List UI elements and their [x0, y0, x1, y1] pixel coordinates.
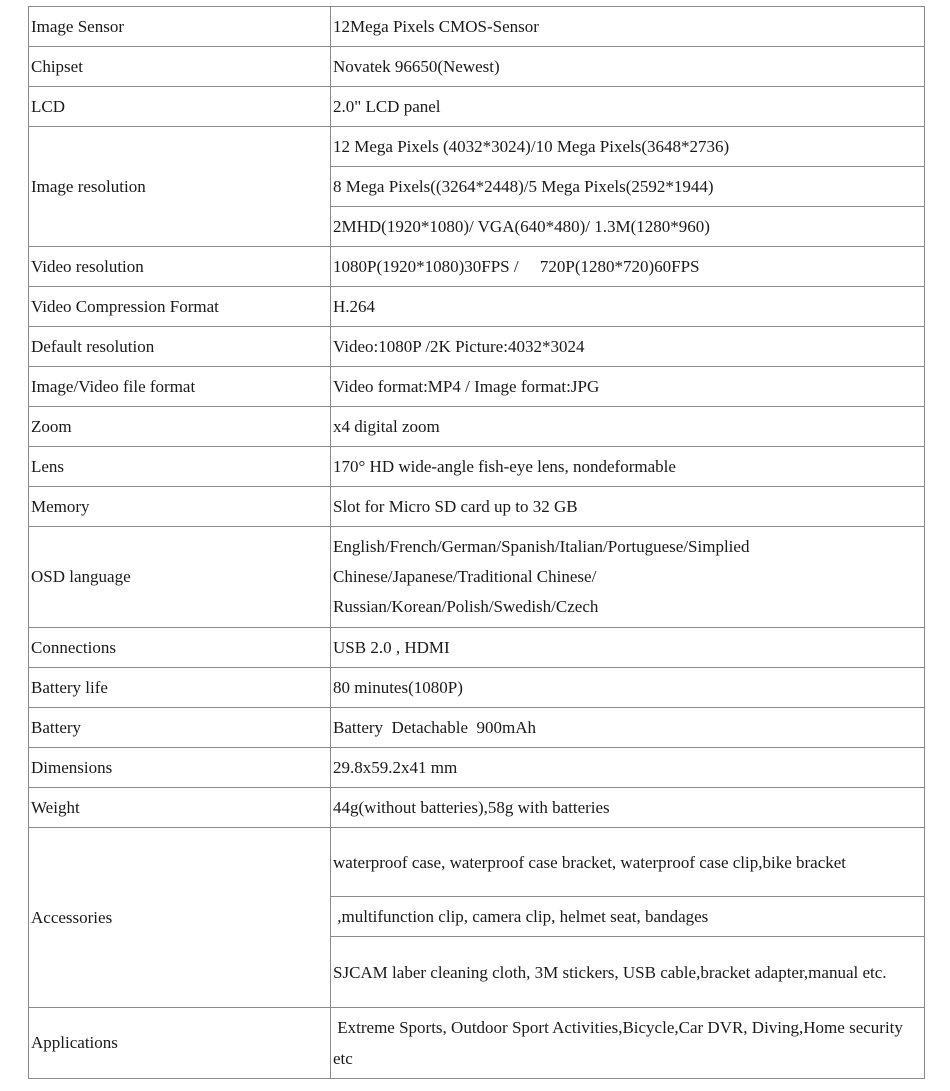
spec-value: Novatek 96650(Newest)	[331, 47, 925, 87]
battery-text: Battery Detachable 900mAh	[333, 717, 536, 737]
spec-row-default-resolution	[29, 327, 925, 367]
spec-label: Image/Video file format	[29, 367, 331, 407]
spec-label: Image resolution	[29, 127, 331, 247]
spec-row-accessories	[29, 828, 925, 897]
spec-label: Dimensions	[29, 748, 331, 788]
spec-row-lens	[29, 447, 925, 487]
spec-value: 44g(without batteries),58g with batteries	[331, 788, 925, 828]
spec-row-weight	[29, 788, 925, 828]
spec-value: 2MHD(1920*1080)/ VGA(640*480)/ 1.3M(1280*960)	[331, 207, 925, 247]
spec-label: Applications	[29, 1008, 331, 1079]
spec-label: Battery life	[29, 668, 331, 708]
spec-value: 80 minutes(1080P)	[331, 668, 925, 708]
spec-value: x4 digital zoom	[331, 407, 925, 447]
spec-row-lcd	[29, 87, 925, 127]
spec-value: USB 2.0 , HDMI	[331, 628, 925, 668]
spec-label: Zoom	[29, 407, 331, 447]
spec-row-zoom	[29, 407, 925, 447]
spec-label: Chipset	[29, 47, 331, 87]
spec-row-image-resolution	[29, 127, 925, 167]
spec-row-video-resolution	[29, 247, 925, 287]
osd-language-line: English/French/German/Spanish/Italian/Portuguese/Simplied	[333, 537, 750, 556]
spec-value	[331, 1008, 925, 1079]
spec-value: SJCAM laber cleaning cloth, 3M stickers, USB cable,bracket adapter,manual etc.	[331, 937, 925, 1008]
spec-value: Slot for Micro SD card up to 32 GB	[331, 487, 925, 527]
spec-label: Image Sensor	[29, 7, 331, 47]
osd-language-line: Chinese/Japanese/Traditional Chinese/	[333, 567, 597, 586]
accessories-text: ,multifunction clip, camera clip, helmet seat, bandages	[333, 906, 709, 926]
spec-row-dimensions	[29, 748, 925, 788]
spec-value: Video:1080P /2K Picture:4032*3024	[331, 327, 925, 367]
spec-value: waterproof case, waterproof case bracket, waterproof case clip,bike bracket	[331, 828, 925, 897]
spec-row-battery-life	[29, 668, 925, 708]
spec-row-applications	[29, 1008, 925, 1079]
spec-label: Lens	[29, 447, 331, 487]
spec-label: Weight	[29, 788, 331, 828]
spec-value	[331, 897, 925, 937]
spec-row-image-sensor	[29, 7, 925, 47]
spec-table	[28, 6, 925, 1079]
spec-value: 2.0" LCD panel	[331, 87, 925, 127]
spec-value: 29.8x59.2x41 mm	[331, 748, 925, 788]
spec-label: Video resolution	[29, 247, 331, 287]
spec-label: Battery	[29, 708, 331, 748]
spec-value	[331, 708, 925, 748]
spec-value: 12Mega Pixels CMOS-Sensor	[331, 7, 925, 47]
spec-label: OSD language	[29, 527, 331, 628]
spec-value	[331, 247, 925, 287]
osd-language-line: Russian/Korean/Polish/Swedish/Czech	[333, 597, 599, 616]
video-resolution-text: 1080P(1920*1080)30FPS / 720P(1280*720)60FPS	[333, 256, 700, 276]
spec-label: Connections	[29, 628, 331, 668]
spec-value: 8 Mega Pixels((3264*2448)/5 Mega Pixels(2592*1944)	[331, 167, 925, 207]
spec-label: LCD	[29, 87, 331, 127]
spec-row-video-compression	[29, 287, 925, 327]
spec-row-connections	[29, 628, 925, 668]
spec-label: Default resolution	[29, 327, 331, 367]
spec-row-battery	[29, 708, 925, 748]
spec-value: 12 Mega Pixels (4032*3024)/10 Mega Pixels(3648*2736)	[331, 127, 925, 167]
spec-label: Video Compression Format	[29, 287, 331, 327]
spec-value	[331, 527, 925, 628]
spec-label: Memory	[29, 487, 331, 527]
spec-value: 170° HD wide-angle fish-eye lens, nondeformable	[331, 447, 925, 487]
applications-text: Extreme Sports, Outdoor Sport Activities,Bicycle,Car DVR, Diving,Home security etc	[333, 1018, 908, 1068]
spec-row-memory	[29, 487, 925, 527]
spec-row-file-format	[29, 367, 925, 407]
spec-label: Accessories	[29, 828, 331, 1008]
spec-row-chipset	[29, 47, 925, 87]
spec-value: Video format:MP4 / Image format:JPG	[331, 367, 925, 407]
spec-row-osd-language	[29, 527, 925, 628]
spec-value: H.264	[331, 287, 925, 327]
